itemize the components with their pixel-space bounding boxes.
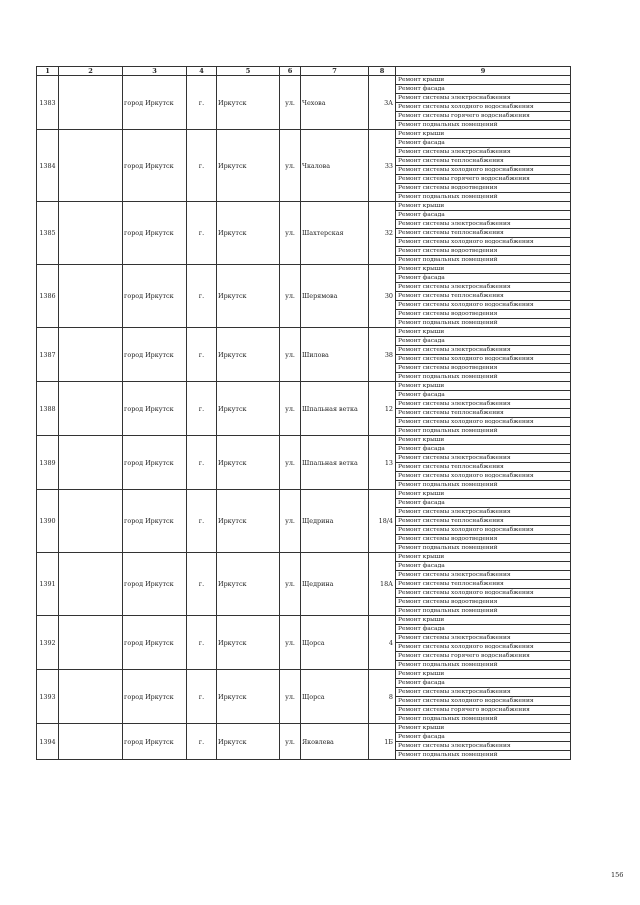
work-type-cell: Ремонт системы горячего водоснабжения [396, 112, 571, 121]
street-cell: Щедрина [301, 490, 369, 553]
table-row [37, 328, 571, 337]
work-type-cell: Ремонт крыши [396, 436, 571, 445]
table-row [37, 130, 571, 139]
municipality-cell: город Иркутск [123, 616, 187, 670]
row-number: 1387 [37, 328, 59, 382]
street-type-cell: ул. [280, 553, 301, 616]
street-cell: Шахтерская [301, 202, 369, 265]
work-type-cell: Ремонт крыши [396, 670, 571, 679]
work-type-cell: Ремонт фасада [396, 679, 571, 688]
work-type-cell: Ремонт крыши [396, 382, 571, 391]
work-type-cell: Ремонт крыши [396, 724, 571, 733]
table-row [37, 490, 571, 499]
table-row [37, 553, 571, 562]
row-number: 1390 [37, 490, 59, 553]
work-type-cell: Ремонт системы электроснабжения [396, 508, 571, 517]
house-number-cell: 18А [369, 553, 396, 616]
street-cell: Шпальная ветка [301, 436, 369, 490]
work-type-cell: Ремонт системы электроснабжения [396, 634, 571, 643]
settlement-type-cell: г. [187, 202, 217, 265]
work-type-cell: Ремонт системы холодного водоснабжения [396, 589, 571, 598]
empty-cell [59, 553, 123, 616]
row-number: 1394 [37, 724, 59, 760]
work-type-cell: Ремонт системы электроснабжения [396, 346, 571, 355]
street-type-cell: ул. [280, 328, 301, 382]
settlement-cell: Иркутск [217, 130, 280, 202]
work-type-cell: Ремонт фасада [396, 85, 571, 94]
house-number-cell: 32 [369, 202, 396, 265]
street-type-cell: ул. [280, 76, 301, 130]
table-row [37, 382, 571, 391]
municipality-cell: город Иркутск [123, 670, 187, 724]
work-type-cell: Ремонт системы теплоснабжения [396, 157, 571, 166]
settlement-type-cell: г. [187, 436, 217, 490]
row-number: 1386 [37, 265, 59, 328]
work-type-cell: Ремонт фасада [396, 733, 571, 742]
work-type-cell: Ремонт подвальных помещений [396, 715, 571, 724]
work-type-cell: Ремонт системы водоотведения [396, 364, 571, 373]
empty-cell [59, 202, 123, 265]
settlement-cell: Иркутск [217, 202, 280, 265]
municipality-cell: город Иркутск [123, 724, 187, 760]
empty-cell [59, 490, 123, 553]
settlement-cell: Иркутск [217, 490, 280, 553]
document-page [36, 66, 570, 760]
work-type-cell: Ремонт системы электроснабжения [396, 688, 571, 697]
row-number: 1385 [37, 202, 59, 265]
house-number-cell: 30 [369, 265, 396, 328]
empty-cell [59, 436, 123, 490]
work-type-cell: Ремонт системы холодного водоснабжения [396, 697, 571, 706]
house-number-cell: 12 [369, 382, 396, 436]
settlement-type-cell: г. [187, 328, 217, 382]
work-type-cell: Ремонт системы холодного водоснабжения [396, 643, 571, 652]
work-type-cell: Ремонт подвальных помещений [396, 481, 571, 490]
work-type-cell: Ремонт фасада [396, 391, 571, 400]
empty-cell [59, 616, 123, 670]
empty-cell [59, 76, 123, 130]
street-type-cell: ул. [280, 436, 301, 490]
street-type-cell: ул. [280, 670, 301, 724]
work-type-cell: Ремонт фасада [396, 625, 571, 634]
settlement-cell: Иркутск [217, 670, 280, 724]
municipality-cell: город Иркутск [123, 265, 187, 328]
work-type-cell: Ремонт подвальных помещений [396, 373, 571, 382]
work-type-cell: Ремонт системы электроснабжения [396, 283, 571, 292]
street-cell: Щедрина [301, 553, 369, 616]
work-type-cell: Ремонт системы электроснабжения [396, 571, 571, 580]
work-type-cell: Ремонт системы холодного водоснабжения [396, 301, 571, 310]
work-type-cell: Ремонт системы теплоснабжения [396, 229, 571, 238]
settlement-cell: Иркутск [217, 382, 280, 436]
work-type-cell: Ремонт крыши [396, 76, 571, 85]
work-type-cell: Ремонт системы теплоснабжения [396, 463, 571, 472]
work-type-cell: Ремонт системы электроснабжения [396, 148, 571, 157]
work-type-cell: Ремонт системы холодного водоснабжения [396, 472, 571, 481]
settlement-cell: Иркутск [217, 436, 280, 490]
municipality-cell: город Иркутск [123, 76, 187, 130]
table-header-row [37, 67, 571, 76]
house-number-cell: 3А [369, 76, 396, 130]
work-type-cell: Ремонт подвальных помещений [396, 607, 571, 616]
column-header-1: 1 [37, 67, 59, 76]
work-type-cell: Ремонт подвальных помещений [396, 256, 571, 265]
settlement-cell: Иркутск [217, 553, 280, 616]
work-type-cell: Ремонт системы холодного водоснабжения [396, 238, 571, 247]
column-header-5: 5 [217, 67, 280, 76]
street-cell: Щорса [301, 616, 369, 670]
work-type-cell: Ремонт крыши [396, 130, 571, 139]
street-type-cell: ул. [280, 490, 301, 553]
work-type-cell: Ремонт системы электроснабжения [396, 220, 571, 229]
municipality-cell: город Иркутск [123, 130, 187, 202]
house-number-cell: 1Б [369, 724, 396, 760]
settlement-cell: Иркутск [217, 616, 280, 670]
house-number-cell: 13 [369, 436, 396, 490]
municipality-cell: город Иркутск [123, 202, 187, 265]
column-header-7: 7 [301, 67, 369, 76]
work-type-cell: Ремонт системы теплоснабжения [396, 292, 571, 301]
street-type-cell: ул. [280, 265, 301, 328]
settlement-type-cell: г. [187, 724, 217, 760]
work-type-cell: Ремонт крыши [396, 202, 571, 211]
settlement-type-cell: г. [187, 265, 217, 328]
street-cell: Чехова [301, 76, 369, 130]
work-type-cell: Ремонт системы горячего водоснабжения [396, 652, 571, 661]
table-row [37, 724, 571, 733]
settlement-type-cell: г. [187, 553, 217, 616]
table-row [37, 616, 571, 625]
work-type-cell: Ремонт фасада [396, 445, 571, 454]
work-type-cell: Ремонт крыши [396, 328, 571, 337]
street-type-cell: ул. [280, 130, 301, 202]
work-type-cell: Ремонт системы горячего водоснабжения [396, 175, 571, 184]
work-type-cell: Ремонт крыши [396, 616, 571, 625]
work-type-cell: Ремонт крыши [396, 490, 571, 499]
work-type-cell: Ремонт фасада [396, 211, 571, 220]
row-number: 1391 [37, 553, 59, 616]
work-type-cell: Ремонт фасада [396, 562, 571, 571]
work-type-cell: Ремонт системы холодного водоснабжения [396, 103, 571, 112]
table-row [37, 436, 571, 445]
work-type-cell: Ремонт системы водоотведения [396, 247, 571, 256]
street-type-cell: ул. [280, 724, 301, 760]
work-type-cell: Ремонт системы водоотведения [396, 535, 571, 544]
column-header-3: 3 [123, 67, 187, 76]
row-number: 1392 [37, 616, 59, 670]
work-type-cell: Ремонт системы холодного водоснабжения [396, 166, 571, 175]
empty-cell [59, 382, 123, 436]
empty-cell [59, 724, 123, 760]
column-header-2: 2 [59, 67, 123, 76]
settlement-type-cell: г. [187, 616, 217, 670]
work-type-cell: Ремонт фасада [396, 337, 571, 346]
settlement-cell: Иркутск [217, 76, 280, 130]
page-number: 156 [611, 871, 624, 879]
table-body [37, 76, 571, 760]
work-type-cell: Ремонт крыши [396, 553, 571, 562]
work-type-cell: Ремонт фасада [396, 499, 571, 508]
row-number: 1388 [37, 382, 59, 436]
column-header-6: 6 [280, 67, 301, 76]
row-number: 1383 [37, 76, 59, 130]
street-cell: Чкалова [301, 130, 369, 202]
settlement-type-cell: г. [187, 670, 217, 724]
house-number-cell: 8 [369, 670, 396, 724]
work-type-cell: Ремонт системы водоотведения [396, 184, 571, 193]
work-type-cell: Ремонт подвальных помещений [396, 121, 571, 130]
work-type-cell: Ремонт подвальных помещений [396, 427, 571, 436]
work-type-cell: Ремонт системы водоотведения [396, 598, 571, 607]
table-row [37, 202, 571, 211]
municipality-cell: город Иркутск [123, 553, 187, 616]
empty-cell [59, 265, 123, 328]
work-type-cell: Ремонт подвальных помещений [396, 751, 571, 760]
column-header-4: 4 [187, 67, 217, 76]
work-type-cell: Ремонт системы электроснабжения [396, 400, 571, 409]
settlement-cell: Иркутск [217, 328, 280, 382]
settlement-type-cell: г. [187, 130, 217, 202]
empty-cell [59, 130, 123, 202]
work-type-cell: Ремонт системы электроснабжения [396, 454, 571, 463]
work-type-cell: Ремонт системы теплоснабжения [396, 517, 571, 526]
work-type-cell: Ремонт подвальных помещений [396, 319, 571, 328]
work-type-cell: Ремонт системы холодного водоснабжения [396, 418, 571, 427]
municipality-cell: город Иркутск [123, 328, 187, 382]
column-header-9: 9 [396, 67, 571, 76]
municipality-cell: город Иркутск [123, 490, 187, 553]
street-type-cell: ул. [280, 616, 301, 670]
house-number-cell: 18/4 [369, 490, 396, 553]
table-row [37, 265, 571, 274]
column-header-8: 8 [369, 67, 396, 76]
repair-program-table [36, 66, 571, 760]
work-type-cell: Ремонт подвальных помещений [396, 193, 571, 202]
municipality-cell: город Иркутск [123, 436, 187, 490]
settlement-type-cell: г. [187, 490, 217, 553]
work-type-cell: Ремонт фасада [396, 274, 571, 283]
house-number-cell: 4 [369, 616, 396, 670]
work-type-cell: Ремонт системы электроснабжения [396, 742, 571, 751]
row-number: 1389 [37, 436, 59, 490]
table-row [37, 670, 571, 679]
street-cell: Шерямова [301, 265, 369, 328]
work-type-cell: Ремонт фасада [396, 139, 571, 148]
empty-cell [59, 670, 123, 724]
work-type-cell: Ремонт подвальных помещений [396, 544, 571, 553]
work-type-cell: Ремонт крыши [396, 265, 571, 274]
settlement-type-cell: г. [187, 76, 217, 130]
street-type-cell: ул. [280, 202, 301, 265]
settlement-type-cell: г. [187, 382, 217, 436]
work-type-cell: Ремонт системы теплоснабжения [396, 409, 571, 418]
work-type-cell: Ремонт подвальных помещений [396, 661, 571, 670]
settlement-cell: Иркутск [217, 265, 280, 328]
municipality-cell: город Иркутск [123, 382, 187, 436]
street-cell: Щорса [301, 670, 369, 724]
street-type-cell: ул. [280, 382, 301, 436]
work-type-cell: Ремонт системы холодного водоснабжения [396, 355, 571, 364]
work-type-cell: Ремонт системы теплоснабжения [396, 580, 571, 589]
row-number: 1384 [37, 130, 59, 202]
settlement-cell: Иркутск [217, 724, 280, 760]
street-cell: Шилова [301, 328, 369, 382]
house-number-cell: 38 [369, 328, 396, 382]
work-type-cell: Ремонт системы водоотведения [396, 310, 571, 319]
table-row [37, 76, 571, 85]
row-number: 1393 [37, 670, 59, 724]
work-type-cell: Ремонт системы электроснабжения [396, 94, 571, 103]
work-type-cell: Ремонт системы горячего водоснабжения [396, 706, 571, 715]
street-cell: Яковлева [301, 724, 369, 760]
house-number-cell: 33 [369, 130, 396, 202]
empty-cell [59, 328, 123, 382]
work-type-cell: Ремонт системы холодного водоснабжения [396, 526, 571, 535]
street-cell: Шпальная ветка [301, 382, 369, 436]
